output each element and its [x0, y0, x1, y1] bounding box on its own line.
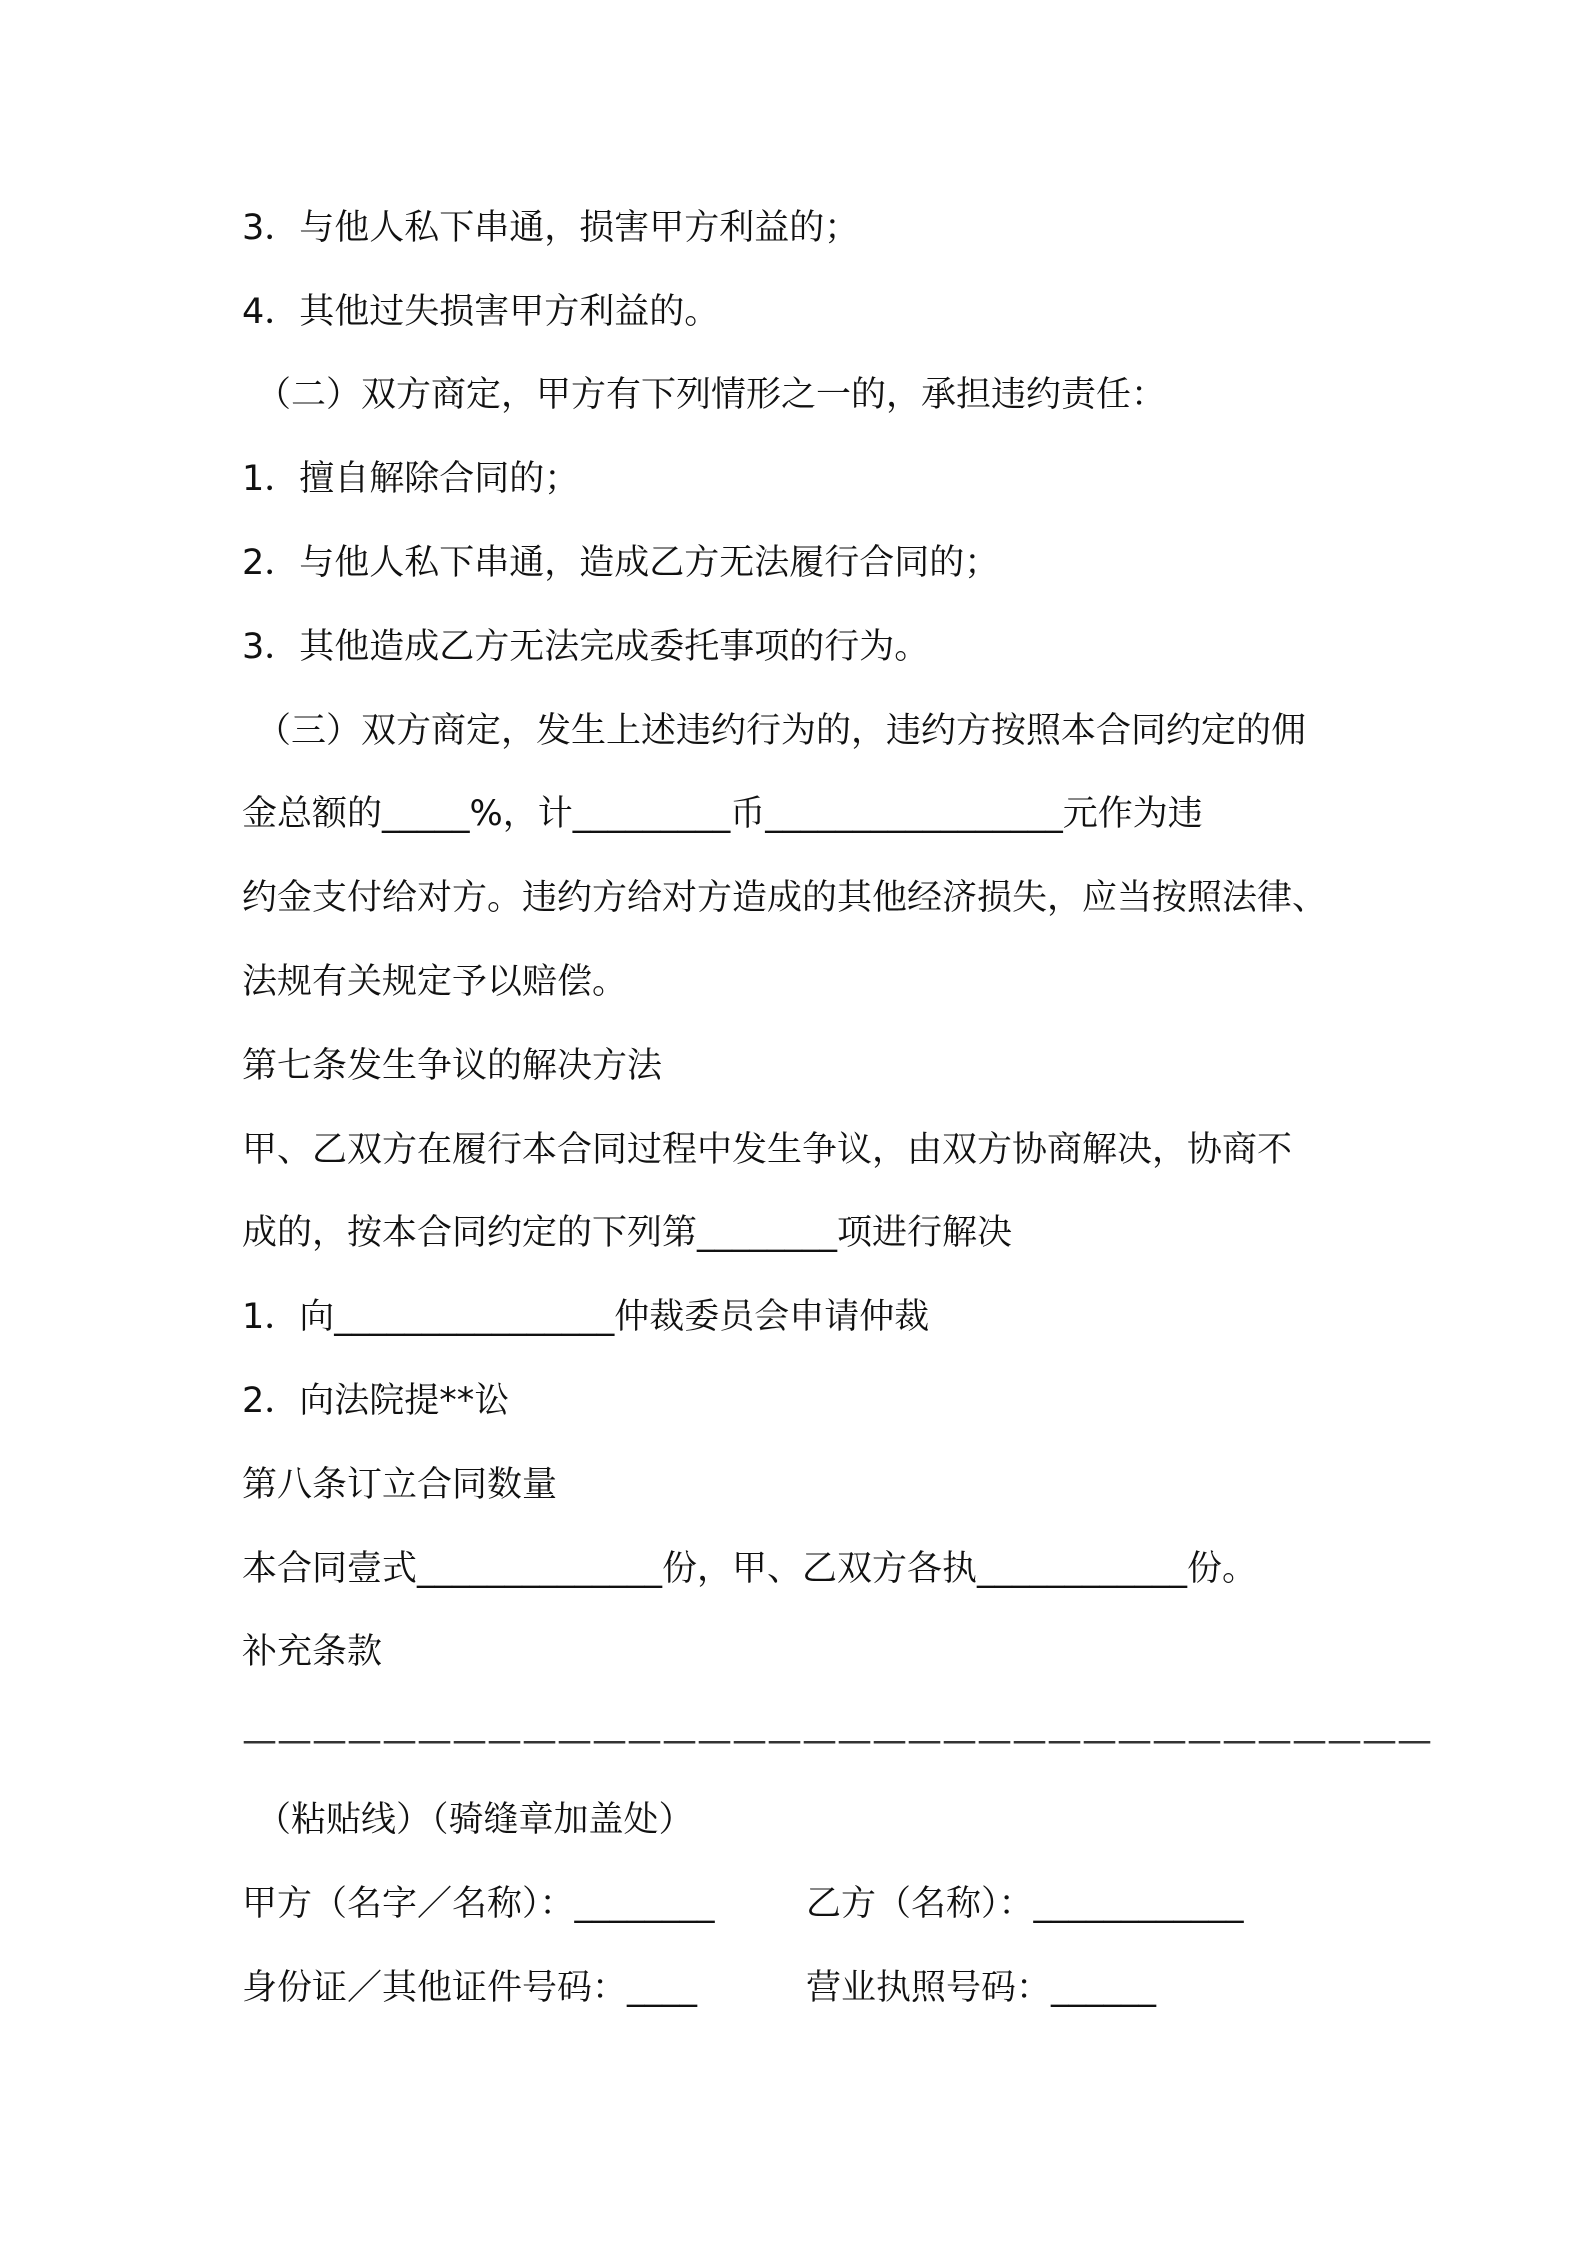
clause-line-1: 3．与他人私下串通，损害甲方利益的；: [242, 208, 860, 248]
separator-rule: ——————————————————————————————————: [242, 1721, 1432, 1761]
license-number-field: 营业执照号码：______: [806, 1968, 1157, 2008]
id-number-field: 身份证／其他证件号码：____: [242, 1968, 698, 2008]
dispute-line-2: 成的，按本合同约定的下列第________项进行解决: [242, 1213, 1013, 1253]
article-eight-title: 第八条订立合同数量: [242, 1465, 558, 1505]
clause-line-4: 2．与他人私下串通，造成乙方无法履行合同的；: [242, 543, 1000, 583]
section-heading-2: （二）双方商定，甲方有下列情形之一的，承担违约责任：: [256, 375, 1167, 415]
copies-line: 本合同壹式______________份，甲、乙双方各执____________份。: [242, 1549, 1258, 1589]
dispute-option-2: 2．向法院提**讼: [242, 1381, 510, 1421]
dispute-option-1: 1．向________________仲裁委员会申请仲裁: [242, 1297, 930, 1337]
clause-line-5: 3．其他造成乙方无法完成委托事项的行为。: [242, 627, 930, 667]
section-heading-3: （三）双方商定，发生上述违约行为的，违约方按照本合同约定的佣: [256, 711, 1307, 751]
clause-line-3: 1．擅自解除合同的；: [242, 459, 580, 499]
paragraph-line-1: 金总额的_____%，计_________币_________________元作为违: [242, 794, 1203, 834]
clause-line-2: 4．其他过失损害甲方利益的。: [242, 292, 720, 332]
paragraph-line-3: 法规有关规定予以赔偿。: [242, 962, 628, 1002]
article-seven-title: 第七条发生争议的解决方法: [242, 1046, 663, 1086]
paragraph-line-2: 约金支付给对方。违约方给对方造成的其他经济损失，应当按照法律、: [242, 878, 1328, 918]
dispute-line-1: 甲、乙双方在履行本合同过程中发生争议，由双方协商解决，协商不: [242, 1130, 1293, 1170]
supplementary-clause-title: 补充条款: [242, 1632, 383, 1672]
party-a-name-field: 甲方（名字／名称）：________: [242, 1884, 715, 1924]
party-b-name-field: 乙方（名称）：____________: [806, 1884, 1244, 1924]
paste-line-note: （粘贴线）（骑缝章加盖处）: [256, 1800, 694, 1840]
